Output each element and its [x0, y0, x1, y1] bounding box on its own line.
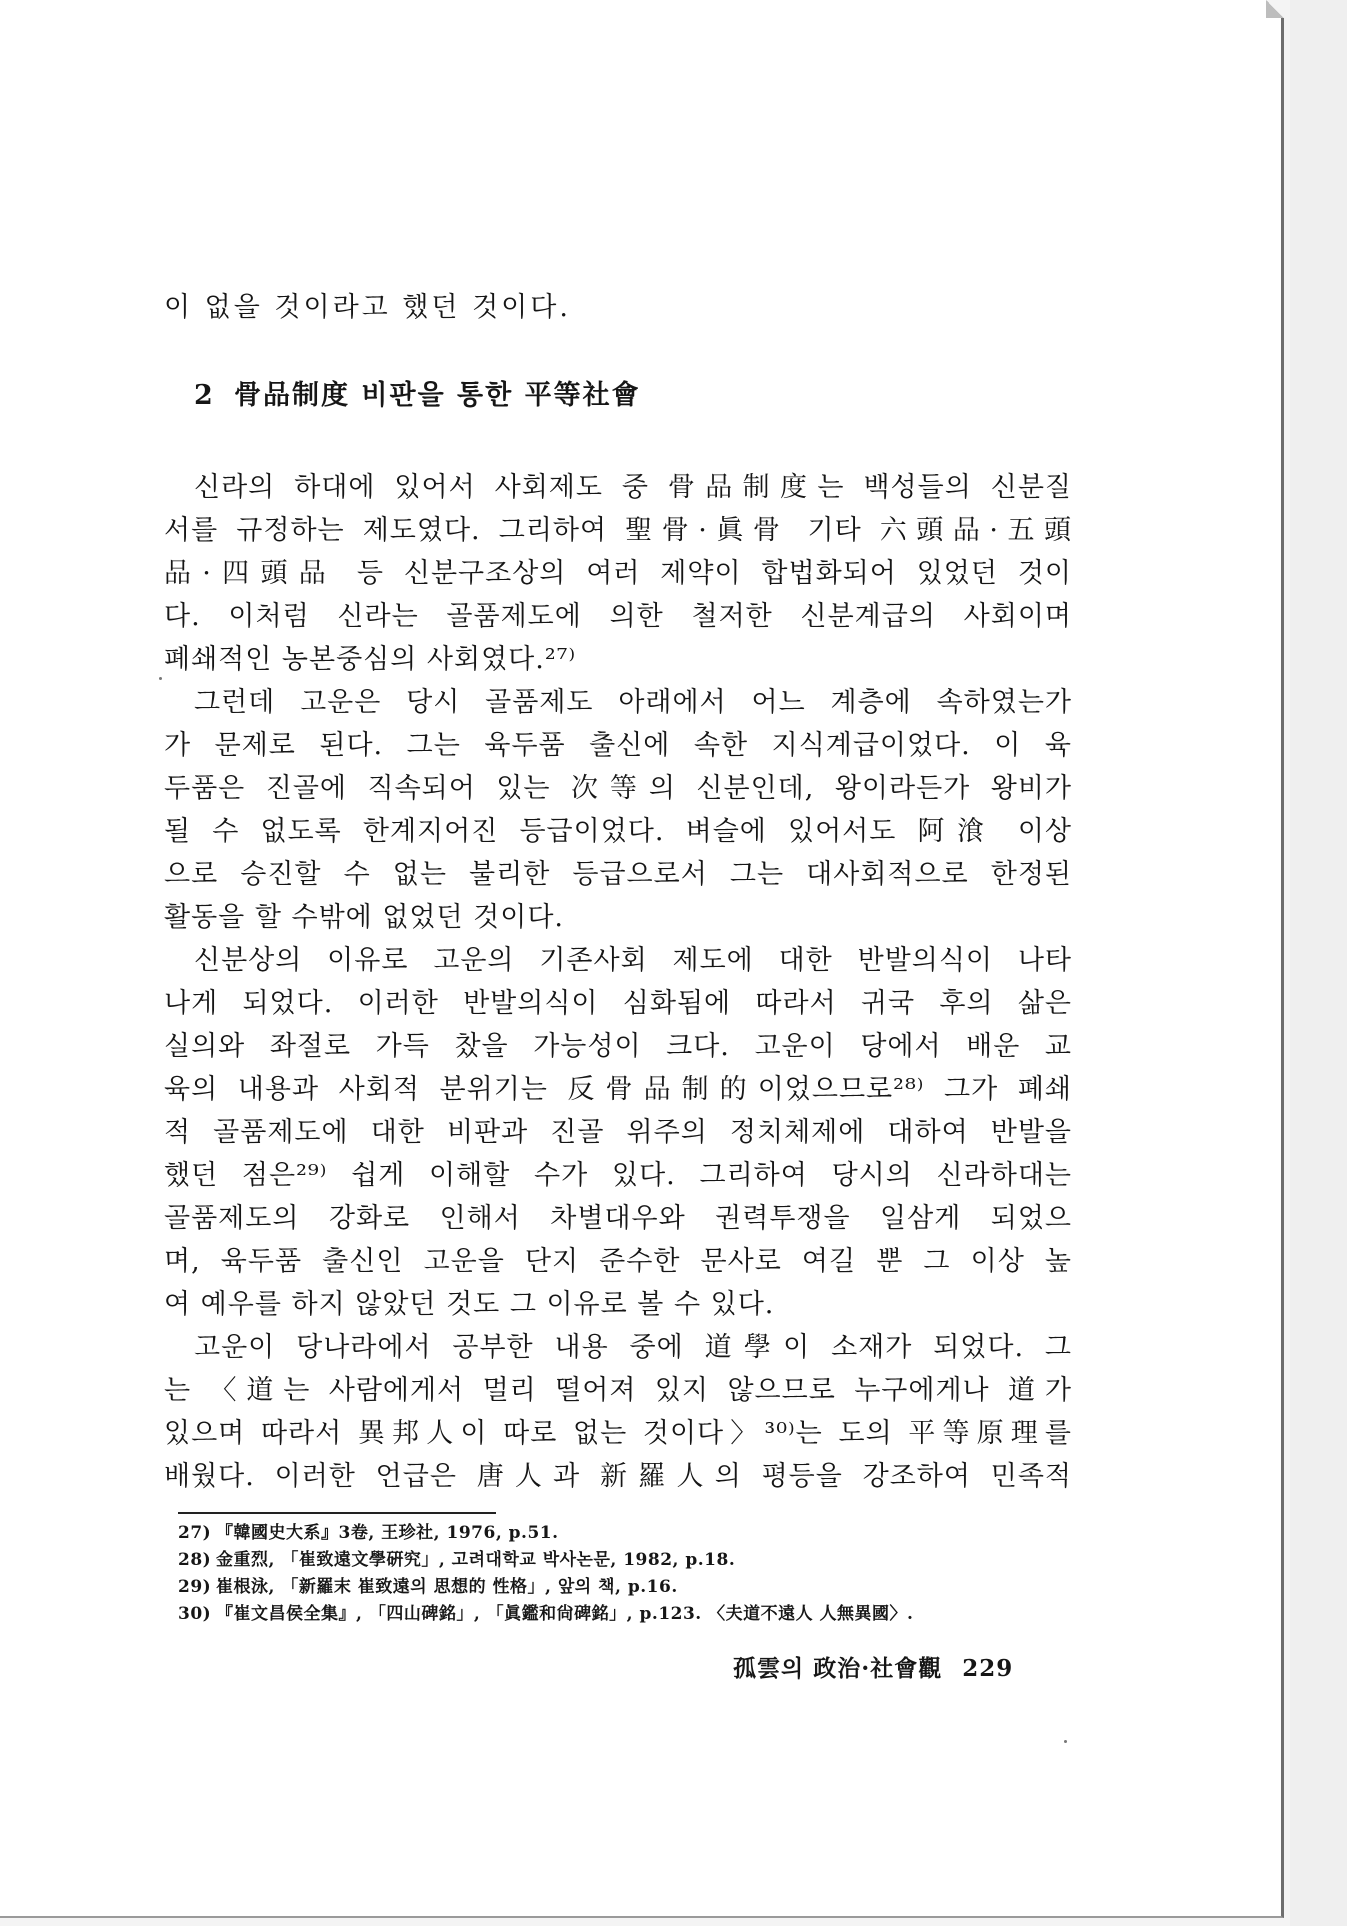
footnote-rule	[178, 1512, 496, 1514]
text-line: 골품제도의 강화로 인해서 차별대우와 권력투쟁을 일삼게 되었으	[164, 1203, 1072, 1234]
footnote-28	[178, 1547, 1072, 1574]
footnote-29	[178, 1574, 1072, 1601]
text-line: 는 〈道는 사람에게서 멀리 떨어져 있지 않으므로 누구에게나 道가	[164, 1375, 1072, 1406]
footnote-number: 28)	[178, 1550, 212, 1570]
page-number: 229	[962, 1655, 1014, 1682]
footnote-text: 金重烈, 「崔致遠文學硏究」, 고려대학교 박사논문, 1982, p.18.	[216, 1550, 736, 1570]
footnote-number: 30)	[178, 1604, 212, 1624]
continuation-line: 이 없을 것이라고 했던 것이다.	[164, 292, 571, 323]
text-line: 며, 육두품 출신인 고운을 단지 준수한 문사로 여길 뿐 그 이상 높	[164, 1246, 1072, 1277]
footnote-text: 『崔文昌侯全集』, 「四山碑銘」, 「眞鑑和尙碑銘」, p.123. 〈夫道不遠人 人無異國〉.	[216, 1604, 914, 1624]
text-line: 고운이 당나라에서 공부한 내용 중에 道學이 소재가 되었다. 그	[194, 1332, 1072, 1363]
running-title: 孤雲의 政治·社會觀	[733, 1655, 943, 1682]
text-line: 될 수 없도록 한계지어진 등급이었다. 벼슬에 있어서도 阿湌 이상	[164, 816, 1072, 847]
text-line: 실의와 좌절로 가득 찼을 가능성이 크다. 고운이 당에서 배운 교	[164, 1031, 1072, 1062]
footnote-number: 27)	[178, 1523, 212, 1543]
footnote-text: 『韓國史大系』3卷, 王珍社, 1976, p.51.	[216, 1523, 559, 1543]
text-line: 두품은 진골에 직속되어 있는 次等의 신분인데, 왕이라든가 왕비가	[164, 773, 1072, 804]
text-line: 배웠다. 이러한 언급은 唐人과 新羅人의 평등을 강조하여 민족적	[164, 1461, 1072, 1492]
text-line: 다. 이처럼 신라는 골품제도에 의한 철저한 신분계급의 사회이며	[164, 601, 1072, 632]
section-heading	[164, 374, 1072, 418]
section-number: 2	[194, 380, 215, 411]
footnote-number: 29)	[178, 1577, 212, 1597]
text-line: 적 골품제도에 대한 비판과 진골 위주의 정치체제에 대하여 반발을	[164, 1117, 1072, 1148]
text-line: 여 예우를 하지 않았던 것도 그 이유로 볼 수 있다.	[164, 1289, 775, 1320]
scan-speck	[159, 677, 162, 680]
section-title: 骨品制度 비판을 통한 平等社會	[234, 380, 641, 411]
scan-speck	[1064, 1740, 1067, 1743]
viewer-margin	[1290, 0, 1347, 1926]
text-line: 육의 내용과 사회적 분위기는 反骨品制的이었으므로²⁸⁾ 그가 폐쇄	[164, 1074, 1072, 1105]
footnote-text: 崔根泳, 「新羅末 崔致遠의 思想的 性格」, 앞의 책, p.16.	[216, 1577, 678, 1597]
footnote-27	[178, 1520, 1072, 1547]
text-line: 신라의 하대에 있어서 사회제도 중 骨品制度는 백성들의 신분질	[194, 472, 1072, 503]
text-line: 品·四頭品 등 신분구조상의 여러 제약이 합법화되어 있었던 것이	[164, 558, 1072, 589]
text-line: 신분상의 이유로 고운의 기존사회 제도에 대한 반발의식이 나타	[194, 945, 1072, 976]
page-content	[164, 286, 1072, 1628]
page-corner	[1266, 0, 1284, 18]
text-line: 활동을 할 수밖에 없었던 것이다.	[164, 902, 564, 933]
body-text	[164, 466, 1072, 1498]
footnotes	[164, 1520, 1072, 1628]
text-line: 폐쇄적인 농본중심의 사회였다.²⁷⁾	[164, 644, 577, 675]
text-line: 있으며 따라서 異邦人이 따로 없는 것이다〉³⁰⁾는 도의 平等原理를	[164, 1418, 1072, 1449]
text-line: 서를 규정하는 제도였다. 그리하여 聖骨·眞骨 기타 六頭品·五頭	[164, 515, 1072, 546]
text-line: 했던 점은²⁹⁾ 쉽게 이해할 수가 있다. 그리하여 당시의 신라하대는	[164, 1160, 1072, 1191]
footnote-30	[178, 1601, 1072, 1628]
text-line: 가 문제로 된다. 그는 육두품 출신에 속한 지식계급이었다. 이 육	[164, 730, 1072, 761]
text-line: 그런데 고운은 당시 골품제도 아래에서 어느 계층에 속하였는가	[194, 687, 1072, 718]
running-footer	[733, 1650, 1013, 1683]
text-line: 으로 승진할 수 없는 불리한 등급으로서 그는 대사회적으로 한정된	[164, 859, 1072, 890]
text-line: 나게 되었다. 이러한 반발의식이 심화됨에 따라서 귀국 후의 삶은	[164, 988, 1072, 1019]
